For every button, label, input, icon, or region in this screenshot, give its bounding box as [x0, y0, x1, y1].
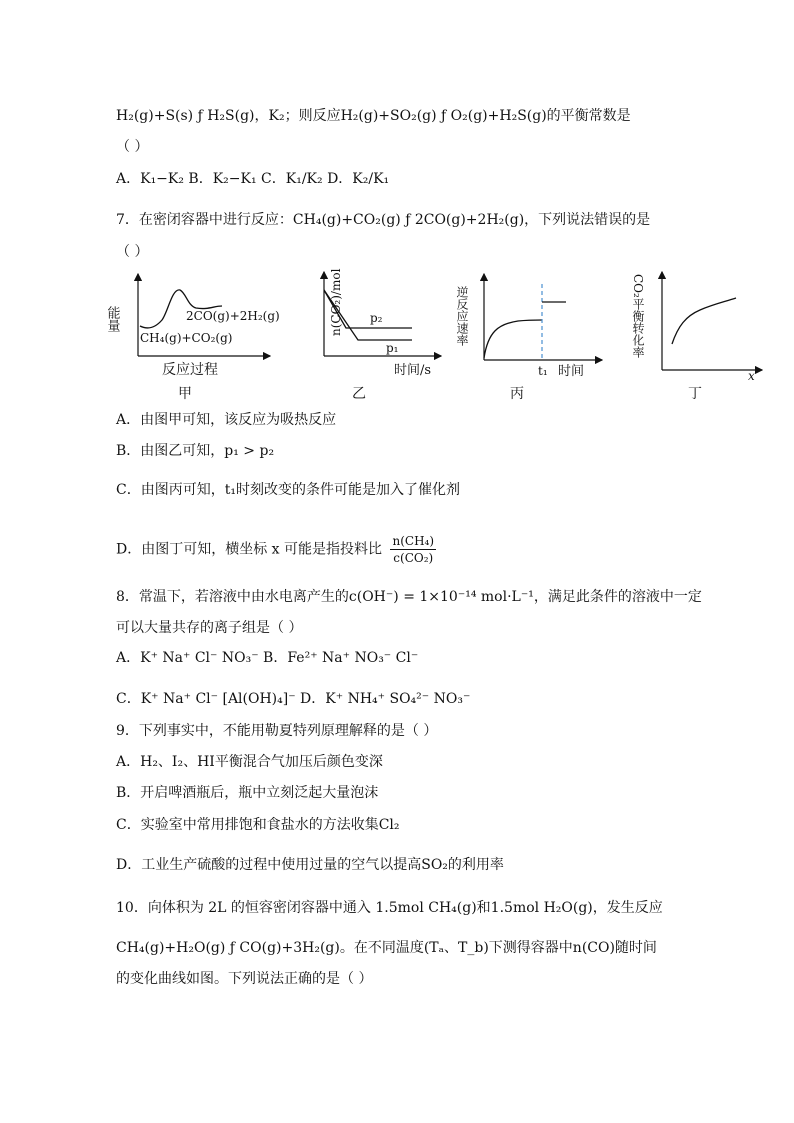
q8-options-cd: C．K⁺ Na⁺ Cl⁻ [Al(OH)₄]⁻ D．K⁺ NH₄⁺ SO₄²⁻ NO₃⁻	[116, 691, 471, 707]
q7-answer-paren: （ ）	[116, 244, 149, 260]
q9-option-a: A．H₂、I₂、HI平衡混合气加压后颜色变深	[116, 754, 383, 770]
bing-t1-label: t₁	[538, 364, 548, 378]
q10-line-1: 10．向体积为 2L 的恒容密闭容器中通入 1.5mol CH₄(g)和1.5mol H₂O(g)，发生反应	[116, 900, 663, 916]
ding-xlabel: x	[748, 369, 755, 383]
q6-options: A．K₁−K₂ B．K₂−K₁ C．K₁/K₂ D．K₂/K₁	[116, 171, 390, 187]
bing-caption: 丙	[510, 386, 524, 402]
jia-reactant-label: CH₄(g)+CO₂(g)	[140, 331, 233, 345]
yi-xlabel: 时间/s	[394, 363, 432, 378]
fraction-denominator: c(CO₂)	[393, 551, 434, 565]
bing-xlabel: 时间	[558, 364, 585, 379]
fraction-numerator: n(CH₄)	[392, 534, 435, 548]
figure-bing	[455, 268, 608, 403]
reverse-rate-graph	[455, 268, 608, 403]
q7-option-d-fraction	[390, 533, 436, 566]
jia-product-label: 2CO(g)+2H₂(g)	[186, 309, 280, 323]
yi-p2-label: p₂	[370, 311, 383, 325]
yi-ylabel: n(CO₂)/mol	[329, 268, 343, 336]
q7-option-d-text: D．由图丁可知，横坐标 x 可能是指投料比	[116, 541, 383, 558]
q7-option-d	[116, 533, 436, 566]
q8-options-ab: A．K⁺ Na⁺ Cl⁻ NO₃⁻ B．Fe²⁺ Na⁺ NO₃⁻ Cl⁻	[116, 650, 419, 666]
figure-yi	[296, 268, 446, 403]
q10-line-2: CH₄(g)+H₂O(g) ƒ CO(g)+3H₂(g)。在不同温度(Tₐ、T_b)下测得容器中n(CO)随时间	[116, 940, 657, 956]
q9-option-d: D．工业生产硫酸的过程中使用过量的空气以提高SO₂的利用率	[116, 857, 504, 873]
q7-option-b: B．由图乙可知，p₁ > p₂	[116, 443, 275, 459]
figure-ding	[632, 266, 772, 403]
q7-option-a: A．由图甲可知，该反应为吸热反应	[116, 412, 337, 428]
q10-line-3: 的变化曲线如图。下列说法正确的是（ ）	[116, 971, 373, 987]
jia-xlabel: 反应过程	[162, 362, 218, 378]
q7-stem: 7．在密闭容器中进行反应：CH₄(g)+CO₂(g) ƒ 2CO(g)+2H₂(g)，下列说法错误的是	[116, 212, 651, 228]
conversion-curve	[672, 298, 736, 344]
ding-ylabel: CO₂平衡转化率	[631, 274, 645, 358]
q6-line: H₂(g)+S(s) ƒ H₂S(g)，K₂；则反应H₂(g)+SO₂(g) ƒ O₂(g)+H₂S(g)的平衡常数是	[116, 108, 631, 124]
yi-p1-label: p₁	[386, 341, 399, 355]
bing-ylabel: 逆反应速率	[455, 286, 469, 346]
q9-stem: 9．下列事实中，不能用勒夏特列原理解释的是（ ）	[116, 723, 438, 739]
rate-curve	[484, 320, 542, 358]
jia-ylabel: 能量	[104, 306, 120, 332]
q8-stem-2: 可以大量共存的离子组是（ ）	[116, 620, 303, 636]
q6-answer-paren: （ ）	[116, 139, 149, 155]
figure-jia	[104, 268, 285, 403]
jia-caption: 甲	[178, 386, 192, 402]
q8-stem: 8．常温下，若溶液中由水电离产生的c(OH⁻) = 1×10⁻¹⁴ mol·L⁻¹，满足此条件的溶液中一定	[116, 589, 702, 605]
q7-option-c: C．由图丙可知，t₁时刻改变的条件可能是加入了催化剂	[116, 482, 460, 498]
yi-caption: 乙	[352, 386, 366, 402]
q9-option-b: B．开启啤酒瓶后，瓶中立刻泛起大量泡沫	[116, 785, 379, 801]
q9-option-c: C．实验室中常用排饱和食盐水的方法收集Cl₂	[116, 817, 400, 833]
ding-caption: 丁	[688, 386, 702, 402]
